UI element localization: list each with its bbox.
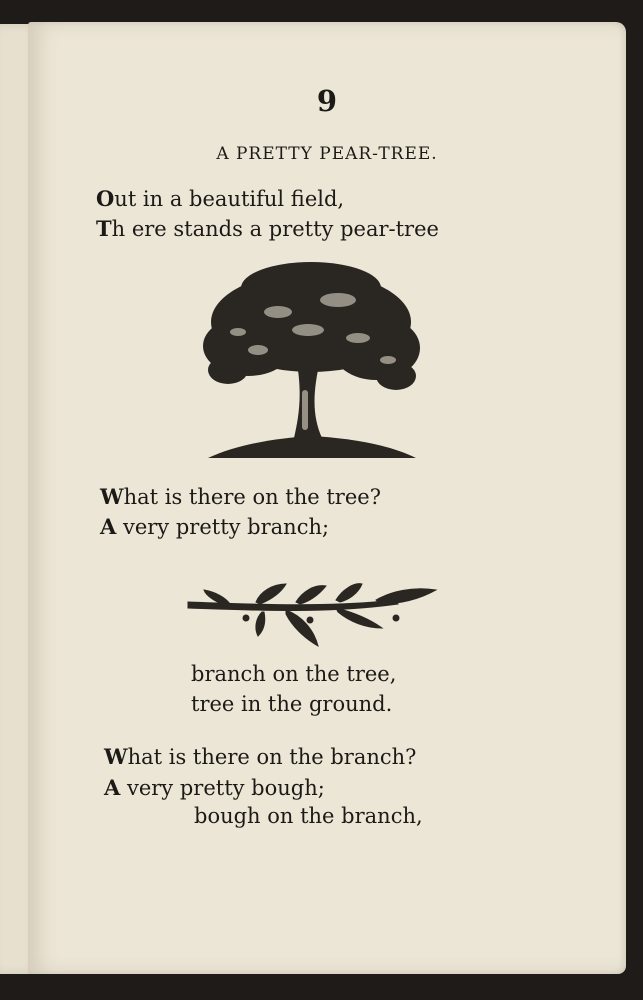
tree-woodcut-icon: [198, 260, 424, 460]
poem-title: A PRETTY PEAR-TREE.: [216, 144, 438, 164]
poem-line: A very pretty bough;: [104, 775, 325, 800]
poem-refrain-line: bough on the branch,: [194, 804, 423, 828]
poem-line: What is there on the branch?: [104, 744, 417, 769]
page-number: 9: [316, 84, 338, 118]
poem-refrain-line: tree in the ground.: [191, 692, 393, 716]
poem-line: Th ere stands a pretty pear-tree: [96, 216, 439, 241]
poem-refrain-line: branch on the tree,: [191, 662, 397, 686]
poem-line: What is there on the tree?: [100, 484, 381, 509]
branch-woodcut-icon: [186, 582, 440, 652]
poem-line: Out in a beautiful field,: [96, 186, 345, 211]
poem-line: A very pretty branch;: [100, 514, 330, 539]
book-page: [28, 22, 626, 974]
